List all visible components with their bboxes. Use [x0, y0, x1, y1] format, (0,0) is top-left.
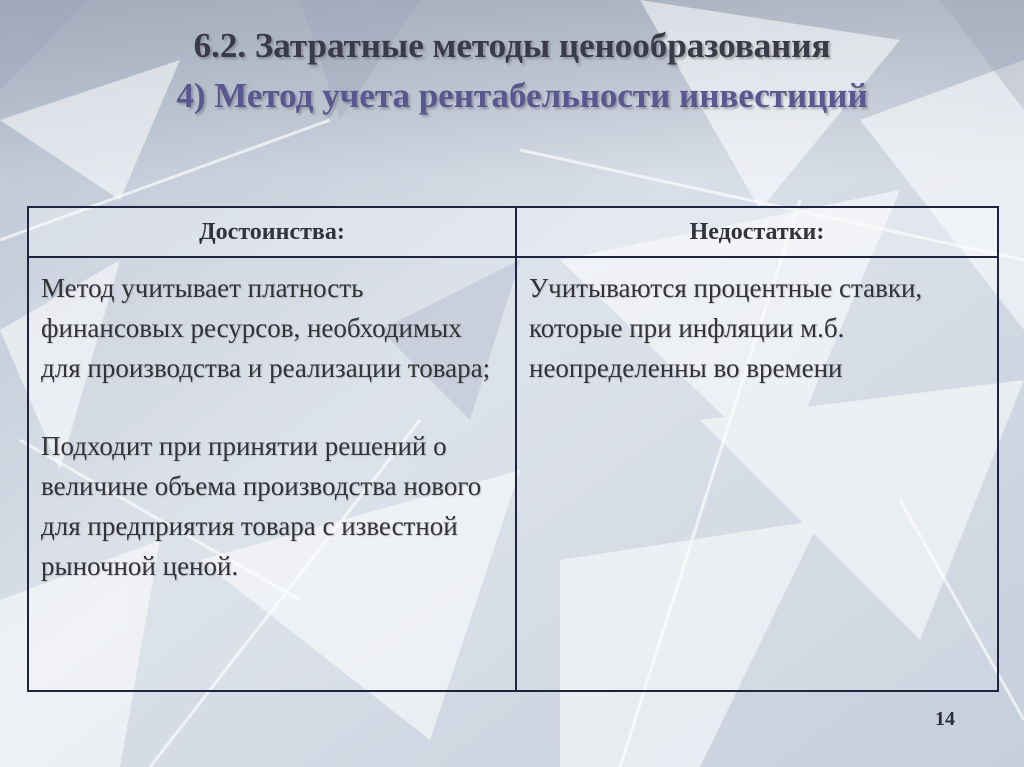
disadvantages-cell	[516, 257, 998, 691]
advantages-cell	[28, 257, 516, 691]
advantage-item: Метод учитывает платность финансовых ресурсов, необходимых для производства и реализации товара;	[41, 273, 491, 383]
slide-title: 6.2. Затратные методы ценообразования	[193, 26, 831, 65]
pros-cons-table	[27, 206, 999, 692]
slide-subtitle: 4) Метод учета рентабельности инвестиций	[176, 76, 868, 115]
disadvantage-item: Учитываются процентные ставки, которые при инфляции м.б. неопределенны во времени	[529, 273, 923, 383]
page-number: 14	[935, 708, 955, 730]
table-header-row	[28, 207, 998, 257]
table-row	[28, 257, 998, 691]
header-disadvantages: Недостатки:	[516, 207, 998, 257]
advantage-item: Подходит при принятии решений о величине объема производства нового для предприятия товара с известной рыночной ценой.	[41, 431, 482, 581]
header-advantages: Достоинства:	[28, 207, 516, 257]
